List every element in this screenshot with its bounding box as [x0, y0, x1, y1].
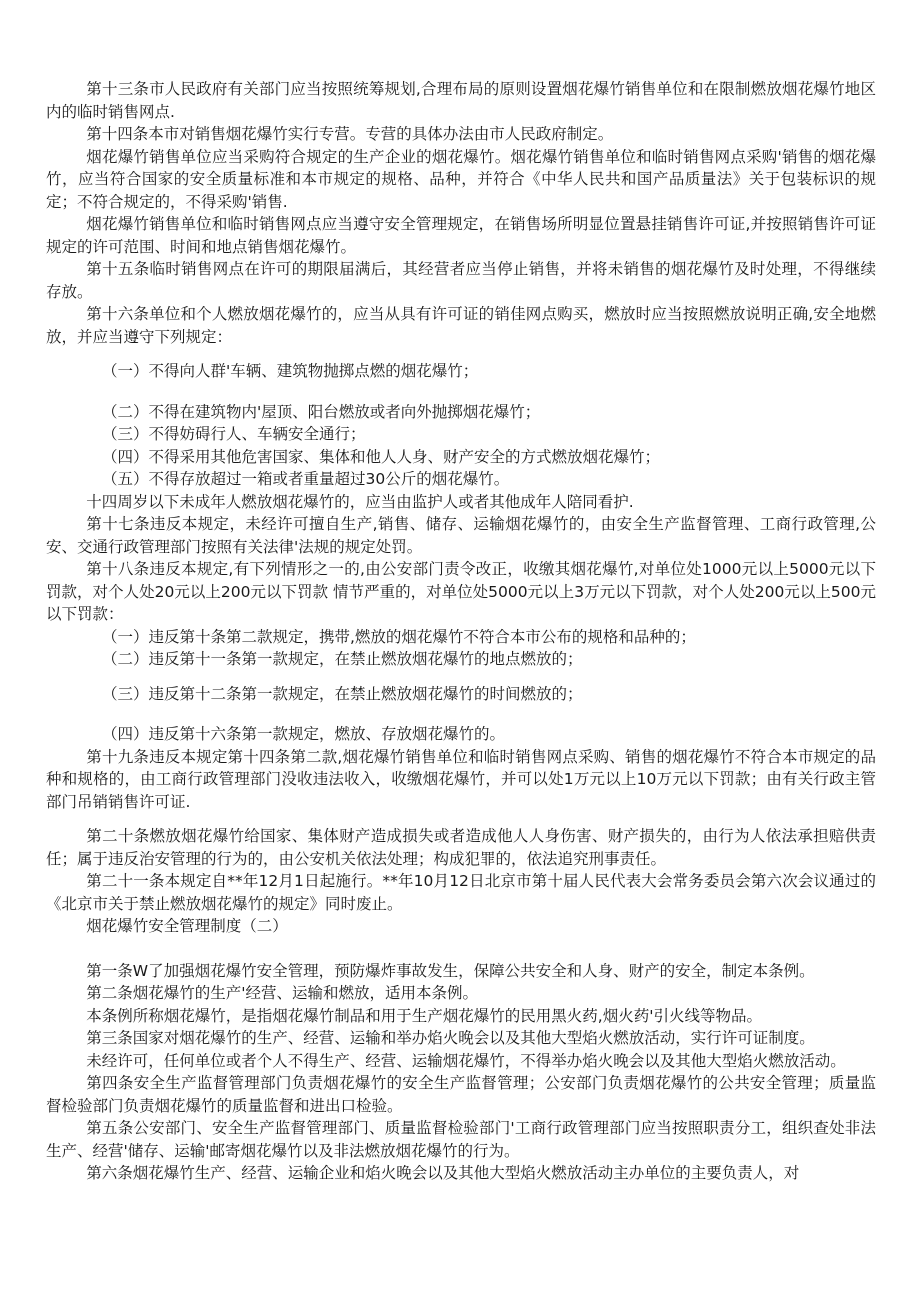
paragraph-article-6: 第六条烟花爆竹生产、经营、运输企业和焰火晚会以及其他大型焰火燃放活动主办单位的主要负责人，对: [86, 1164, 800, 1182]
paragraph-article-13: 第十三条市人民政府有关部门应当按照统筹规划,合理布局的原则设置烟花爆竹销售单位和在限制燃放烟花爆竹地区内的临时销售网点.: [46, 80, 876, 121]
paragraph-article-18: 第十八条违反本规定,有下列情形之一的,由公安部门责令改正，收缴其烟花爆竹,对单位处1000元以上5000元以下罚款，对个人处20元以上200元以下罚款 情节严重的，对单位处5000元以上3万元以下罚款，对个人处200元以上500元以下罚款：: [46, 560, 876, 623]
paragraph-article-15: 第十五条临时销售网点在许可的期限届满后，其经营者应当停止销售，并将未销售的烟花爆竹及时处理，不得继续存放。: [46, 260, 876, 301]
document-page: [46, 78, 876, 1185]
list-item: （三）违反第十二条第一款规定，在禁止燃放烟花爆竹的时间燃放的；: [102, 684, 583, 703]
paragraph-article-19: 第十九条违反本规定第十四条第二款,烟花爆竹销售单位和临时销售网点采购、销售的烟花爆竹不符合本市规定的品种和规格的，由工商行政管理部门没收违法收入，收缴烟花爆竹，并可以处1万元以上10万元以下罚款；由有关行政主管部门吊销销售许可证.: [46, 747, 876, 811]
paragraph-article-4: 第四条安全生产监督管理部门负责烟花爆竹的安全生产监督管理；公安部门负责烟花爆竹的公共安全管理；质量监督检验部门负责烟花爆竹的质量监督和进出口检验。: [46, 1074, 876, 1115]
list-item: （五）不得存放超过一箱或者重量超过30公斤的烟花爆竹。: [102, 470, 510, 488]
paragraph: 未经许可，任何单位或者个人不得生产、经营、运输烟花爆竹，不得举办焰火晚会以及其他大型焰火燃放活动。: [86, 1051, 846, 1070]
paragraph: 十四周岁以下未成年人燃放烟花爆竹的，应当由监护人或者其他成年人陪同看护.: [86, 492, 634, 511]
paragraph: 烟花爆竹销售单位和临时销售网点应当遵守安全管理规定，在销售场所明显位置悬挂销售许可证,并按照销售许可证规定的许可范围、时间和地点销售烟花爆竹。: [46, 215, 876, 256]
paragraph-article-21: 第二十一条本规定自**年12月1日起施行。**年10月12日北京市第十届人民代表大会常务委员会第六次会议通过的《北京市关于禁止燃放烟花爆竹的规定》同时废止。: [46, 872, 876, 913]
list-item: （三）不得妨碍行人、车辆安全通行；: [102, 425, 366, 443]
paragraph-article-1: 第一条W了加强烟花爆竹安全管理，预防爆炸事故发生，保障公共安全和人身、财产的安全，制定本条例。: [86, 961, 815, 980]
paragraph-article-14: 第十四条本市对销售烟花爆竹实行专营。专营的具体办法由市人民政府制定。: [86, 125, 614, 143]
paragraph-article-3: 第三条国家对烟花爆竹的生产、经营、运输和举办焰火晚会以及其他大型焰火燃放活动，实行许可证制度。: [86, 1029, 815, 1047]
paragraph-article-2: 第二条烟花爆竹的生产'经营、运输和燃放，适用本条例。: [86, 984, 479, 1002]
list-item: （四）违反第十六条第一款规定，燃放、存放烟花爆竹的。: [102, 725, 506, 743]
section-heading: 烟花爆竹安全管理制度（二）: [86, 917, 288, 935]
list-item: （二）不得在建筑物内'屋顶、阳台燃放或者向外抛掷烟花爆竹；: [102, 402, 541, 421]
paragraph-article-20: 第二十条燃放烟花爆竹给国家、集体财产造成损失或者造成他人人身伤害、财产损失的，由行为人依法承担赔供责任；属于违反治安管理的行为的，由公安机关依法处理；构成犯罪的，依法追究刑事责任。: [46, 827, 876, 868]
paragraph-article-5: 第五条公安部门、安全生产监督管理部门、质量监督检验部门'工商行政管理部门应当按照职责分工，组织查处非法生产、经营'储存、运输'邮寄烟花爆竹以及非法燃放烟花爆竹的行为。: [46, 1119, 876, 1160]
list-item: （四）不得采用其他危害国家、集体和他人人身、财产安全的方式燃放烟花爆竹；: [102, 447, 661, 466]
paragraph-article-17: 第十七条违反本规定，未经许可擅自生产,销售、储存、运输烟花爆竹的，由安全生产监督管理、工商行政管理,公安、交通行政管理部门按照有关法律'法规的规定处罚。: [46, 515, 876, 556]
list-item: （一）不得向人群'车辆、建筑物抛掷点燃的烟花爆竹；: [102, 362, 479, 380]
list-item: （一）违反第十条第二款规定，携带,燃放的烟花爆竹不符合本市公布的规格和品种的；: [102, 627, 696, 646]
paragraph-article-16: 第十六条单位和个人燃放烟花爆竹的，应当从具有许可证的销佳网点购买，燃放时应当按照燃放说明正确,安全地燃放，并应当遵守下列规定：: [46, 305, 876, 346]
paragraph: 烟花爆竹销售单位应当采购符合规定的生产企业的烟花爆竹。烟花爆竹销售单位和临时销售网点采购'销售的烟花爆竹，应当符合国家的安全质量标准和本市规定的规格、品种，并符合《中华人民共和国产品质量法》关于包装标识的规定；不符合规定的，不得采购'销售.: [46, 147, 876, 211]
list-item: （二）违反第十一条第一款规定，在禁止燃放烟花爆竹的地点燃放的；: [102, 650, 583, 668]
paragraph: 本条例所称烟花爆竹，是指烟花爆竹制品和用于生产烟花爆竹的民用黑火药,烟火药'引火线等物品。: [86, 1006, 762, 1025]
